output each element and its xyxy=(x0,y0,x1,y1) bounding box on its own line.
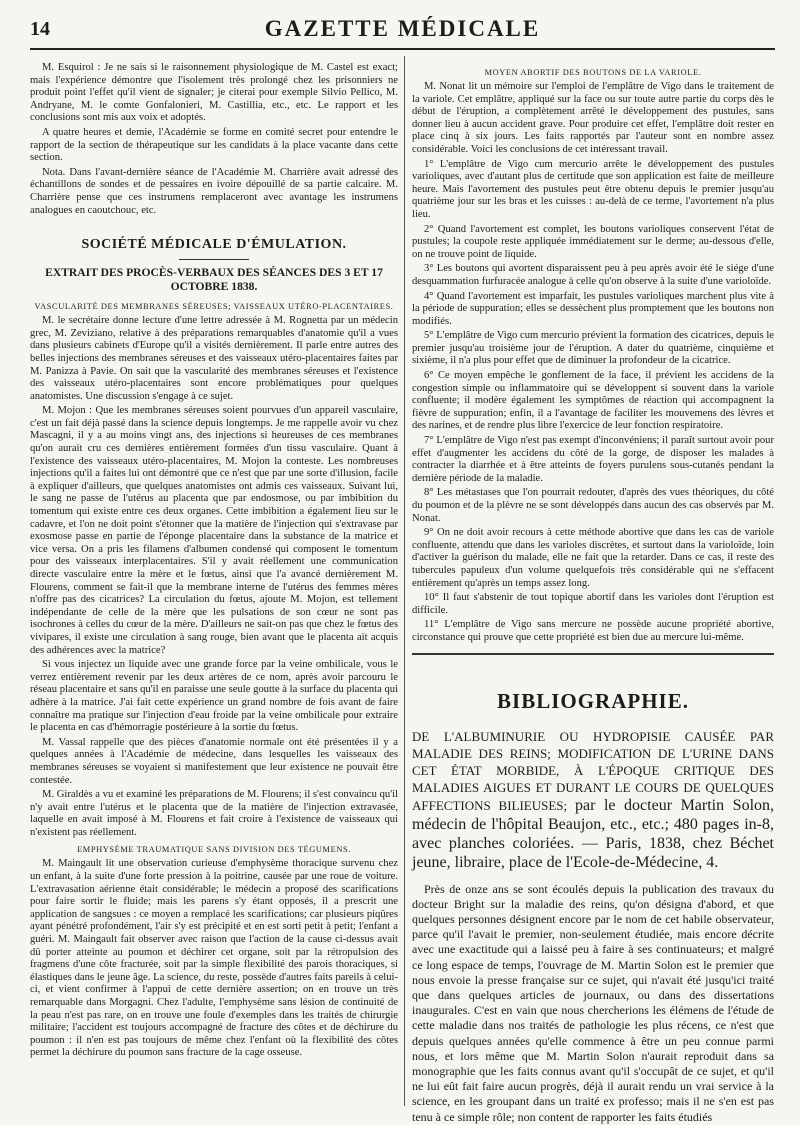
divider xyxy=(412,653,774,655)
conclusion-item: 11° L'emplâtre de Vigo sans mercure ne possède aucune propriété abortive, circonstance qui prouve que cette propriété est bien due au mercure lui-même. xyxy=(412,619,774,643)
conclusion-item: 2° Quand l'avortement est complet, les boutons varioliques conservent l'état de pustules; la coupole reste appliquée immédiatement sur le derme; au-dessous d'elle, on ne trouve point de liquide. xyxy=(412,223,774,260)
left-column xyxy=(30,62,398,1102)
section-heading-vascularity: VASCULARITÉ DES MEMBRANES SÉREUSES; VAISSEAUX UTÉRO-PLACENTAIRES. xyxy=(34,302,394,312)
column-divider xyxy=(404,56,405,1106)
review-paragraph: Près de onze ans se sont écoulés depuis la publication des travaux du docteur Bright sur la maladie des reins, qu'on désigna d'abord, et que quelques personnes désignent encore par le nom de cet habile observateur, parce qu'il l'avait le premier, non-seulement étudiée, mais encore décrite avec une exactitude qui a laissé peu à faire à ses continuateurs; et malgré ce long espace de temps, l'ouvrage de M. Martin Solon est le premier que nous envoie la presse française sur ce sujet, qui n'avait été jusqu'ici traité que dans quelques articles de journaux, ou dans des dissertations inaugurales. C'est en vain que nous chercherions les élémens de l'étude de cette maladie dans nos traités de pathologie les plus récens, ce n'est que depuis quelques années qu'elle commence à être un peu connue parmi nous, et lors même que M. Martin Solon n'aurait reproduit dans sa monographie que les faits connus avant qu'il s'occupât de ce sujet, et qu'il ne lui eût fait faire aucun progrès, déjà il aurait rendu un vrai service à la science, en les groupant dans un traité ex professo; mais il ne s'en est pas tenu à ce simple rôle; non content de rapporter les faits étudiés xyxy=(412,881,774,1124)
journal-title: GAZETTE MÉDICALE xyxy=(264,16,541,41)
extract-heading: EXTRAIT DES PROCÈS-VERBAUX DES SÉANCES DES 3 ET 17 OCTOBRE 1838. xyxy=(45,266,383,294)
paragraph: M. le secrétaire donne lecture d'une lettre adressée à M. Rognetta par un médecin grec, M. Zeviziano, relative à des préparations remarquables d'anatomie qu'il a vues dans plusieurs cabinets d'Europe qu'il a visités dernièrement. Il parle entre autres des belles injections des membranes séreuses et des vaisseaux utéro-placentaires faites par M. Panizza à Pavie. On sait que la vascularité des membranes séreuses et l'existence des vaisseaux utéro-placentaires sont encore problématiques pour quelques anatomistes. Une discussion s'engage à ce sujet. xyxy=(30,315,398,402)
society-heading: SOCIÉTÉ MÉDICALE D'ÉMULATION. xyxy=(81,237,347,253)
conclusion-item: 8° Les métastases que l'on pourrait redouter, d'après des vues théoriques, du côté du poumon et de la plèvre ne se sont développés dans aucun des cas observés par M. Nonat. xyxy=(412,487,774,524)
paragraph: M. Nonat lit un mémoire sur l'emploi de l'emplâtre de Vigo dans le traitement de la variole. Cet emplâtre, appliqué sur la face ou sur toute autre partie du corps dès le début de l'éruption, a complètement arrêté le développement des pustules, sans donner lieu à aucun accident grave. Pour produire cet effet, l'emplâtre doit rester en place cinq à six jours. Les faits rapportés par l'auteur sont en nombre assez considérable. Voici les conclusions de cet intéressant travail. xyxy=(412,81,774,155)
conclusion-item: 9° On ne doit avoir recours à cette méthode abortive que dans les cas de variole confluente, attendu que dans les varioles discrètes, et surtout dans la varioloïde, loin d'activer la guérison du malade, elle ne fait que la retarder. Dans ce cas, il reste des tubercules papuleux d'un volume quelquefois très considérable qui ne s'effacent entièrement qu'après un temps assez long. xyxy=(412,527,774,589)
conclusion-item: 5° L'emplâtre de Vigo cum mercurio prévient la formation des cicatrices, depuis le premier jusqu'au troisième jour de l'éruption. A dater du quatrième, cinquième et sixième, il n'a plus pour effet que de diminuer la profondeur de la cicatrice. xyxy=(412,330,774,367)
paragraph: M. Maingault lit une observation curieuse d'emphysème thoracique survenu chez un enfant, à la suite d'une forte pression à la poitrine, causée par une roue de voiture. L'extravasation aérienne était considérable; le médecin a proposé des scarifications pour faire sortir le fluide; mais les parens s'y étant opposés, il a prescrit une application de sangsues : ce moyen a remplacé les scarifications; car plusieurs piqûres ayant pénétré profondément, l'air s'y est précipité et en est sorti petit à petit; l'enfant a guéri. M. Maingault fait observer avec raison que l'action de la cause ci-dessus avait dû porter atteinte au poumon et déchirer cet organe, soit par la rétropulsion des fragmens d'une côte fracturée, soit par la simple flexibilité des parois thoraciques, si élastiques dans le jeune âge. La science, du reste, possède d'autres faits pareils à celui-ci, et vient confirmer à l'appui de cette dernière assertion; on en trouve un très remarquable dans Morgagni. Chez l'adulte, l'emphysème sans lésion de continuité de la peau n'est pas rare, on en trouve une foule d'exemples dans les traités de chirurgie militaire; l'accident est toujours accompagné de fracture des côtes et de déchirure du poumon : il n'en est pas toujours de même chez l'enfant où la flexibilité des côtes permet la déchirure du poumon sans fracture de la cage osseuse. xyxy=(30,858,398,1059)
paragraph: Nota. Dans l'avant-dernière séance de l'Académie M. Charrière avait adressé des échantillons de sondes et de pessaires en ivoire dépouillé de sa partie calcaire. M. Charrière pense que ces instrumens remplaceront avec avantage les instrumens analogues en caoutchouc, etc. xyxy=(30,166,398,216)
bibliography-description xyxy=(412,728,774,872)
conclusion-item: 10° Il faut s'abstenir de tout topique abortif dans les varioles dont l'éruption est difficile. xyxy=(412,592,774,616)
bibliography-heading: BIBLIOGRAPHIE. xyxy=(497,688,689,713)
divider xyxy=(179,259,249,260)
paragraph: Si vous injectez un liquide avec une grande force par la veine ombilicale, vous le verrez entièrement revenir par les deux artères de ce nom, après avoir parcouru le réseau placentaire et sans qu'il en paraisse une seule goutte à la surface du placenta qui adhère à la matrice. J'ai fait cette expérience un grand nombre de fois avant de faire connaître ma pratique sur l'injection d'eau froide par la veine ombilicale pour extraire le placenta en cas d'hémorragie postérieure à la sortie du fœtus. xyxy=(30,659,398,734)
conclusion-item: 6° Ce moyen empêche le gonflement de la face, il prévient les accidens de la congestion simple ou inflammatoire qui se développent si souvent dans la variole confluente; il modère également les symptômes de réaction qui accompagnent la fièvre de suppuration; enfin, il a l'avantage de faciliter les mouvemens des lèvres et des narines, et de rendre plus libre l'exercice de leur fonction respiratoire. xyxy=(412,370,774,432)
section-heading-variole: MOYEN ABORTIF DES BOUTONS DE LA VARIOLE. xyxy=(484,68,702,77)
book-title: DE L'ALBUMINURIE OU HYDROPISIE CAUSÉE PAR MALADIE DES REINS; MODIFICATION DE L'URINE DANS CET ÉTAT MORBIDE, À L'ÉPOQUE CRITIQUE DES MALADIES AIGUES ET DURANT LE COURS DE QUELQUES AFFECTIONS BILIEUSES; xyxy=(412,728,774,813)
page-number: 14 xyxy=(30,18,50,40)
right-column xyxy=(412,62,775,1124)
page-header xyxy=(30,14,775,50)
paragraph: A quatre heures et demie, l'Académie se forme en comité secret pour entendre le rapport de la section de thérapeutique sur les candidats à la place vacante dans cette section. xyxy=(30,126,398,164)
conclusion-item: 7° L'emplâtre de Vigo n'est pas exempt d'inconvéniens; il paraît surtout avoir pour effet d'augmenter les accidens du côté de la gorge, de disposer les malades à contracter la diarrhée et à être atteints de foyers purulens sous-cutanés pendant la dernière période de la maladie. xyxy=(412,435,774,484)
paragraph: M. Giraldès a vu et examiné les préparations de M. Flourens; il s'est convaincu qu'il n'y avait entre l'utérus et le placenta que de la matière de l'injection extravasée, laquelle en avait imposé à M. Flourens et fait croire à l'existence de vaisseaux qui n'existent pas réellement. xyxy=(30,789,398,838)
conclusion-item: 4° Quand l'avortement est imparfait, les pustules varioliques marchent plus vite à la période de suppuration; elles se dessèchent plus promptement que les boutons non modifiés. xyxy=(412,290,774,327)
paragraph: M. Mojon : Que les membranes séreuses soient pourvues d'un appareil vasculaire, c'est un fait déjà passé dans la science depuis longtemps. Je me rappelle avoir vu chez Mascagni, il y a au moins vingt ans, des injections si heureuses de ces membranes qu'on aurait cru ces dernières entièrement formées d'un tissu vasculaire. Quant à l'existence des vaisseaux utéro-placentaires, M. Mojon la conteste. Les nombreuses injections qu'il a faites lui ont démontré que ce n'est que par une sorte d'illusion, facile à expliquer d'ailleurs, que quelques anatomistes ont admis ces vaisseaux. Suivant lui, le sang ne passe de l'utérus au placenta que par endosmose, ou par imbibition du tomentum qui existe entre ces deux organes. Cette imbibition a également lieu sur le cadavre, et l'on ne doit point s'étonner que la matière de l'injection qui s'extravase par exosmose passe en partie de l'éponge placentaire dans la substance de la matrice et vice versa. On a pris les filamens d'albumen condensé qui composent le tomentum pour des vaisseaux interplacentaires. S'il y avait réellement une communication directe vasculaire entre la mère et le fœtus, ainsi que l'a avancé dernièrement M. Flourens, comment se fait-il que la membrane interne de l'utérus des femmes mères n'offre pas des cicatrices? La circulation du fœtus, ajoute M. Mojon, est tellement indépendante de celle de la mère que les pulsations de son cœur ne sont pas isochrones à celles du cœur de la mère. D'ailleurs ne sait-on pas que chez le fœtus des vivipares, il existe une circulation à sang rouge, bien avant que le placenta ait acquis des adhérences avec la matrice? xyxy=(30,405,398,656)
section-heading-emphysema: EMPHYSÈME TRAUMATIQUE SANS DIVISION DES TÉGUMENS. xyxy=(77,845,351,855)
book-details: par le docteur Martin Solon, médecin de l'hôpital Beaujon, etc., etc.; 480 pages in-8, avec planches coloriées. — Paris, 1838, chez Béchet jeune, libraire, place de l'Ecole-de-Médecine, 4. xyxy=(412,796,775,871)
paragraph: M. Esquirol : Je ne sais si le raisonnement physiologique de M. Castel est exact; mais l'expérience démontre que l'isolement très prolongé chez les prisonniers ne produit point l'effet qu'il vient de signaler; je citerai pour exemple Silvio Pellico, M. Andryane, M. le comte Gonfalonieri, M. Castillia, etc., etc. Le rapport et les conclusions sont mis aux voix et adoptés. xyxy=(30,62,398,124)
conclusion-item: 1° L'emplâtre de Vigo cum mercurio arrête le développement des pustules varioliques, avec d'autant plus de certitude que son application est faite de meilleure heure. Mais l'avortement des pustules peut être obtenu depuis le premier jusqu'au quatrième jour sur les bras et les cuisses : au-delà de ce terme, l'avortement n'a plus lieu. xyxy=(412,158,774,220)
conclusion-item: 3° Les boutons qui avortent disparaissent peu à peu après avoir été le siége d'une desquammation furfuracée analogue à celle qu'on observe à la suite d'une varioloïde. xyxy=(412,263,774,287)
paragraph: M. Vassal rappelle que des pièces d'anatomie normale ont été présentées il y a quelques années à l'Académie de médecine, dans lesquelles les vaisseaux des membranes séreuses se voyaient si manifestement que leur existence ne pouvait être contestée. xyxy=(30,736,398,786)
